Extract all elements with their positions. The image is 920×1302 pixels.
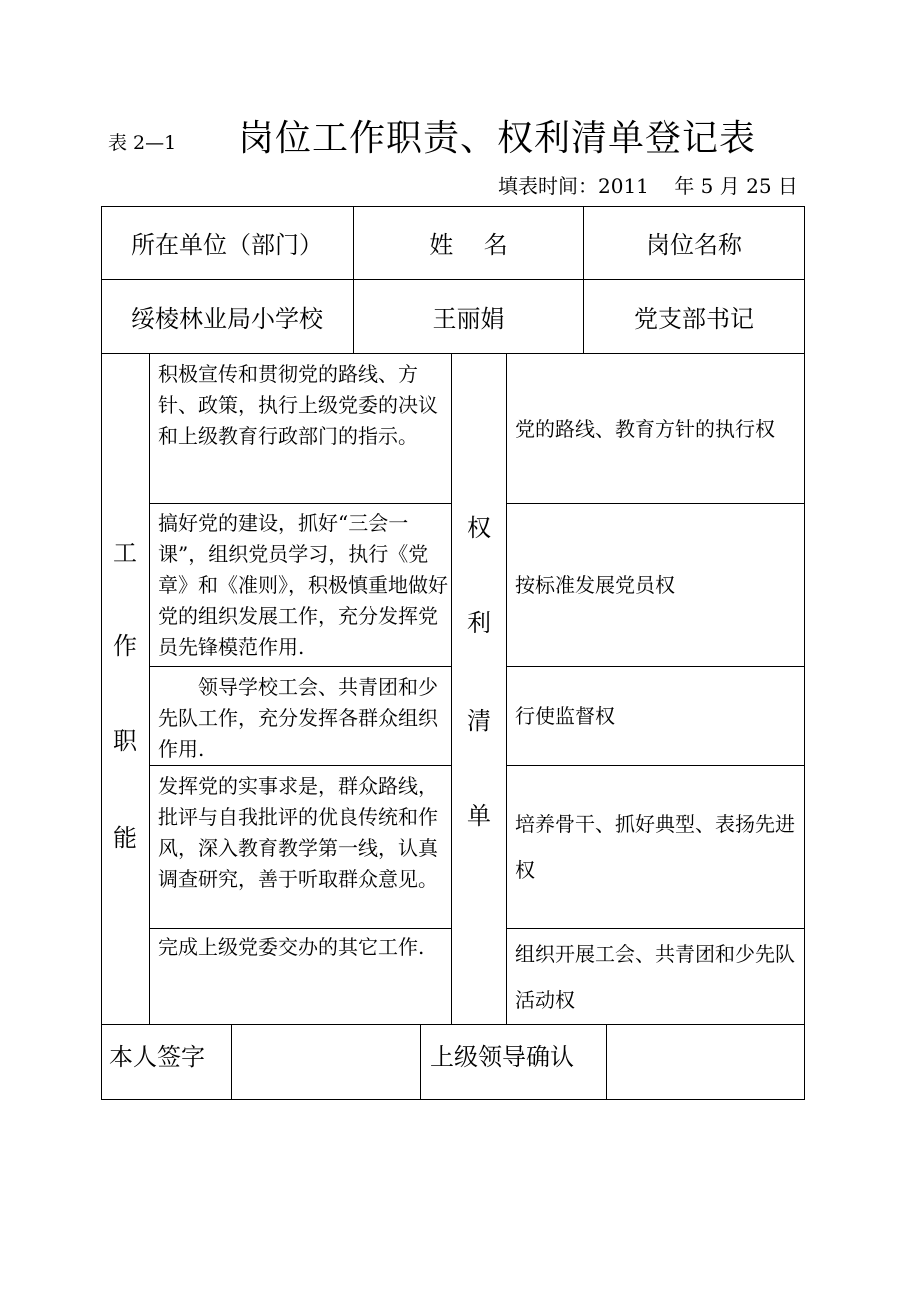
rights-label-3: 清 <box>467 707 491 735</box>
registration-table <box>101 206 805 1100</box>
record-position: 党支部书记 <box>634 305 754 333</box>
fill-date: 填表时间：2011 年 5 月 25 日 <box>498 174 798 198</box>
rights-label-4: 单 <box>467 802 491 830</box>
duty-5: 完成上级党委交办的其它工作. <box>158 935 425 959</box>
header-position: 岗位名称 <box>646 231 742 259</box>
form-number: 表 2—1 <box>108 132 177 154</box>
header-unit: 所在单位（部门） <box>131 231 323 259</box>
page-title: 岗位工作职责、权利清单登记表 <box>238 118 757 159</box>
self-sign-label: 本人签字 <box>109 1043 205 1071</box>
duties-label-2: 作 <box>113 632 137 660</box>
rights-label-1: 权 <box>467 514 491 542</box>
record-name: 王丽娟 <box>432 305 505 333</box>
self-sign-field[interactable] <box>232 1025 420 1099</box>
duties-label-3: 职 <box>113 727 137 755</box>
right-1: 党的路线、教育方针的执行权 <box>515 417 775 441</box>
duty-4: 发挥党的实事求是，群众路线，批评与自我批评的优良传统和作风，深入教育教学第一线，认真调查研究，善于听取群众意见。 <box>158 774 438 891</box>
duties-label-1: 工 <box>113 539 137 567</box>
rights-label-2: 利 <box>467 609 491 637</box>
right-4: 培养骨干、抓好典型、表扬先进权 <box>515 812 795 882</box>
leader-confirm-label: 上级领导确认 <box>430 1043 574 1071</box>
right-2: 按标准发展党员权 <box>515 573 675 597</box>
duty-2: 搞好党的建设，抓好“三会一课”，组织党员学习，执行《党章》和《准则》，积极慎重地做好党的组织发展工作，充分发挥党员先锋模范作用. <box>158 511 448 659</box>
right-5: 组织开展工会、共青团和少先队活动权 <box>515 941 795 1012</box>
duty-3: 领导学校工会、共青团和少先队工作，充分发挥各群众组织作用. <box>158 675 438 761</box>
header-name: 姓 名 <box>429 231 508 259</box>
duty-1: 积极宣传和贯彻党的路线、方针、政策，执行上级党委的决议和上级教育行政部门的指示。 <box>158 362 438 448</box>
record-unit: 绥棱林业局小学校 <box>131 305 323 333</box>
leader-confirm-field[interactable] <box>607 1025 804 1099</box>
right-3: 行使监督权 <box>515 704 615 728</box>
duties-label-4: 能 <box>113 824 137 852</box>
